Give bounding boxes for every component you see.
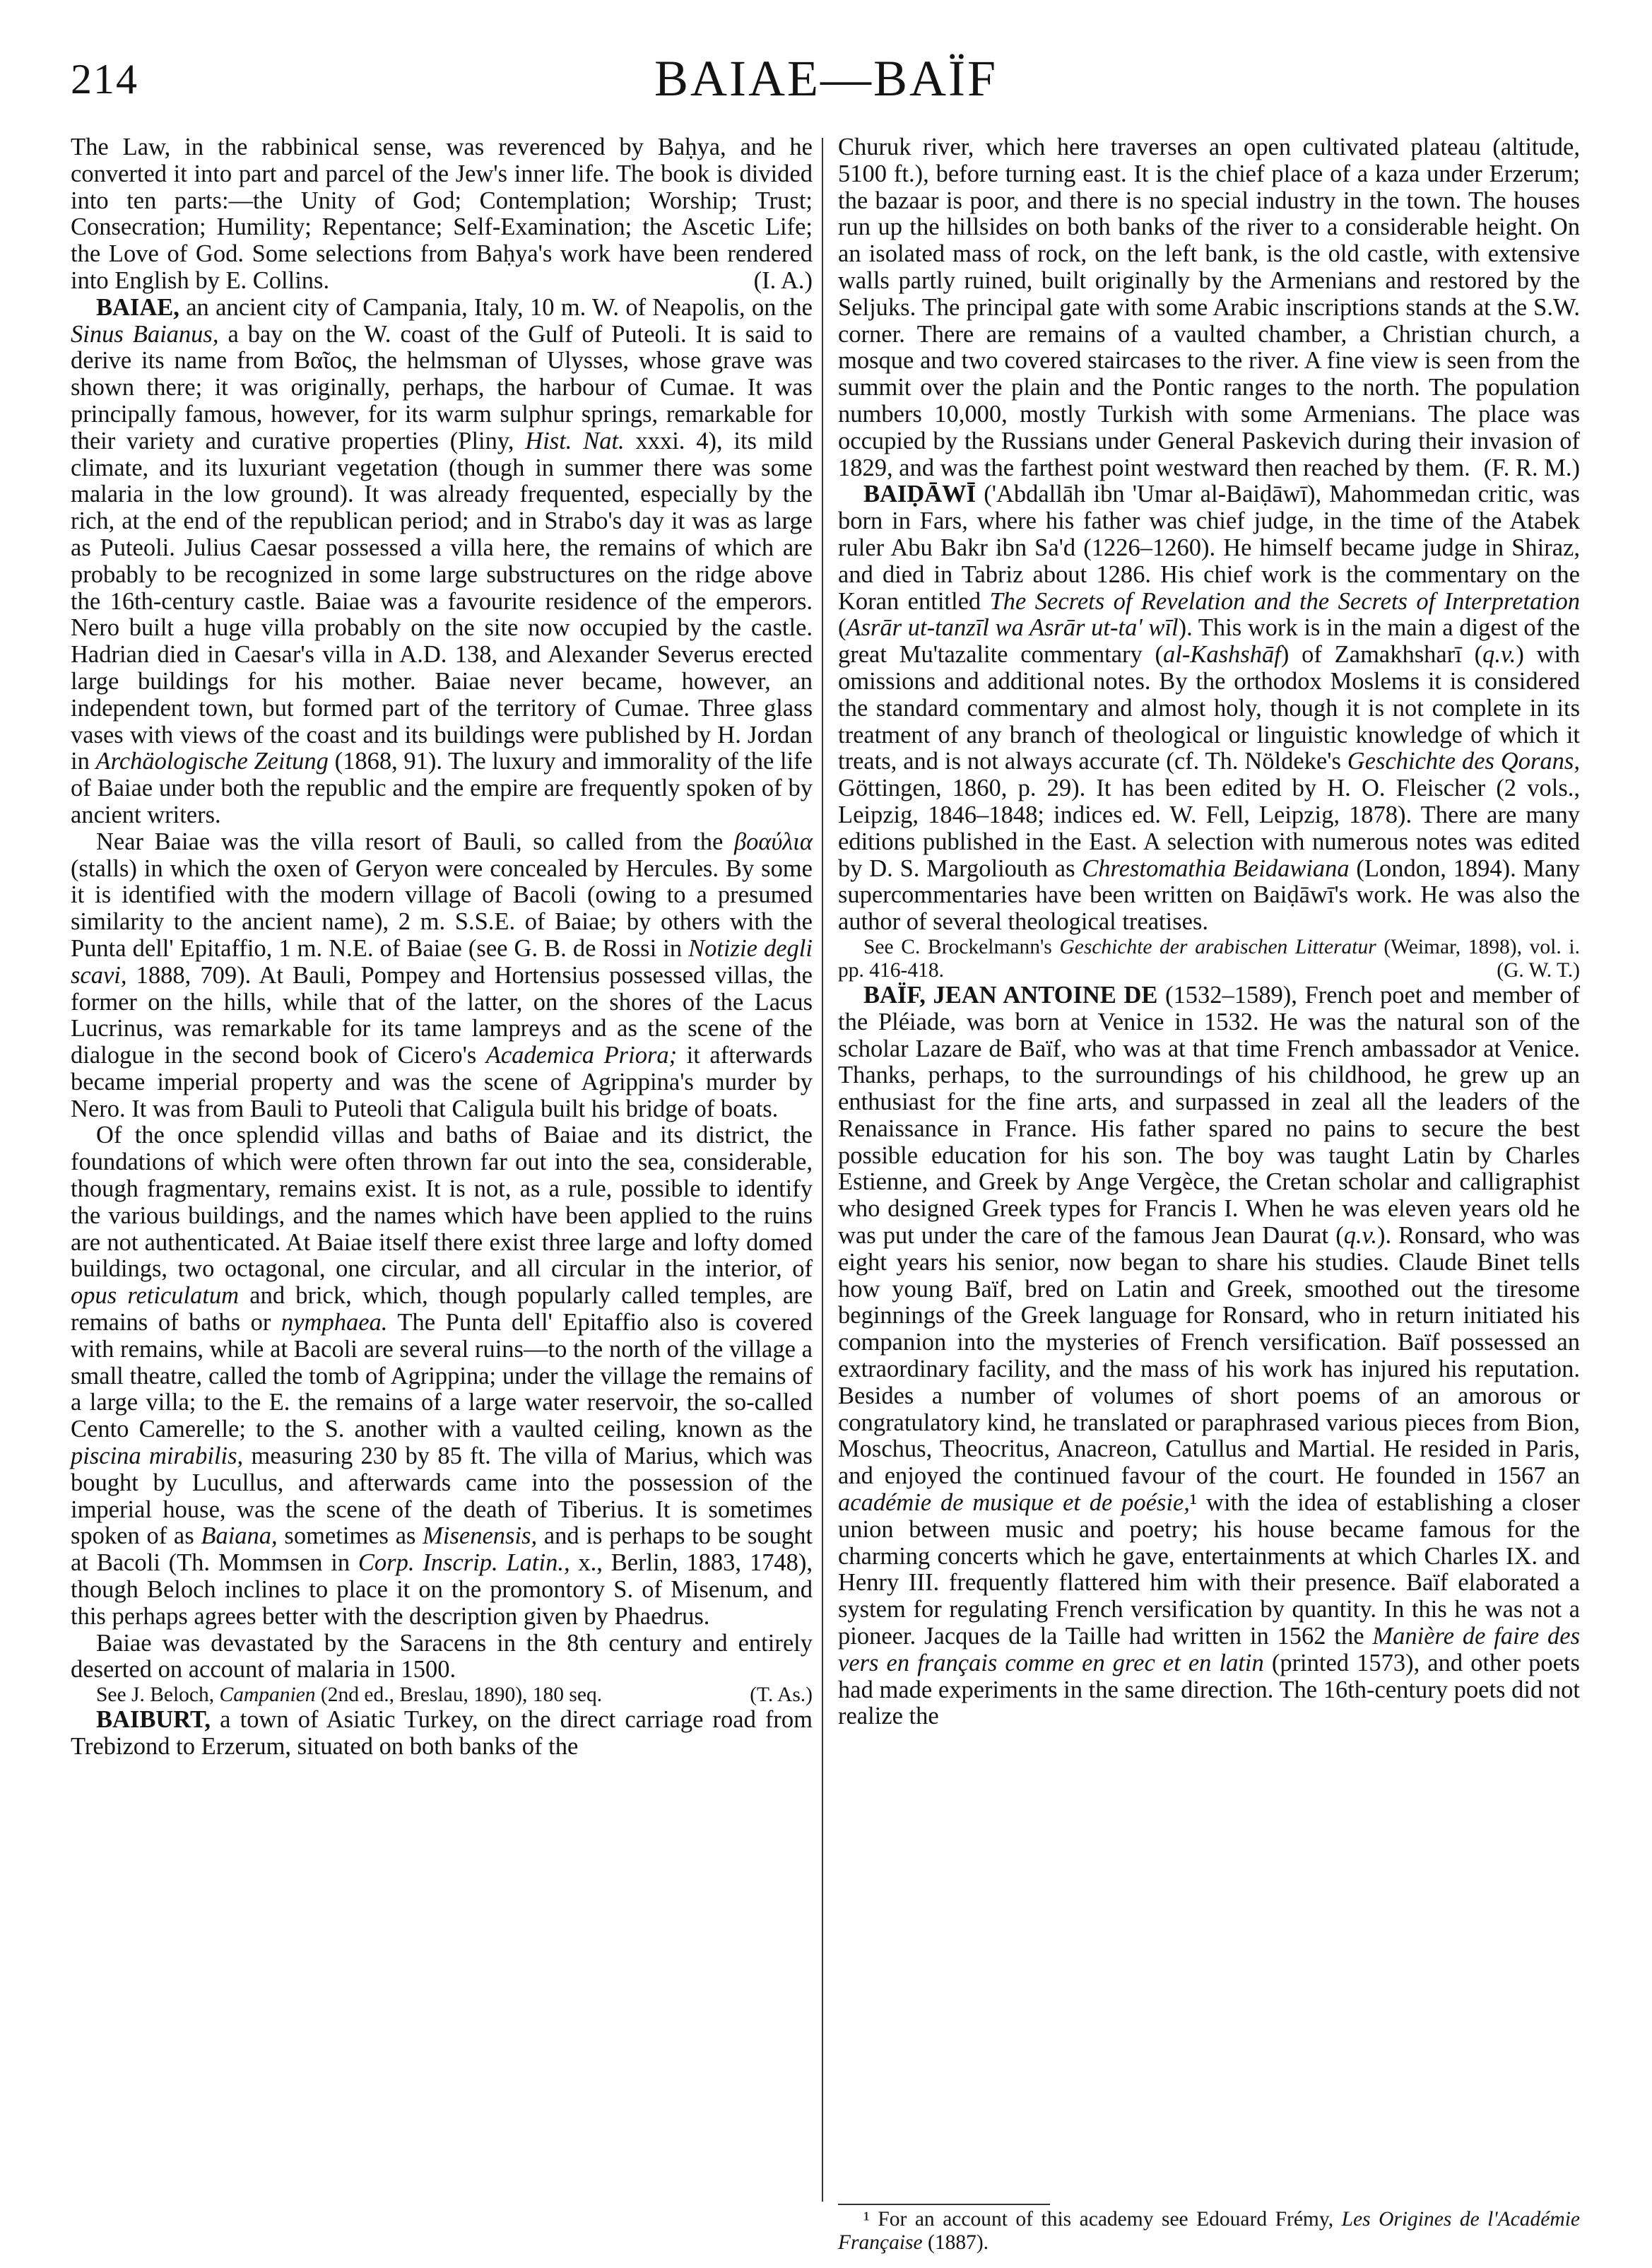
text-run: ). Ronsard, who was eight years his senior, now began to share his studies. Claude Binet tells how young Baïf, bred on Latin and Greek, smoothed out the tiresome beginnings of the Greek language for Ronsard, who in return initiated his companion into the mysteries of French versification. Baïf possessed an extraordinary facility, and the mass of his work has injured his reputation. Besides a number of volumes of short poems of an amorous or congratulatory kind, he translated or paraphrased various pieces from Bion, Moschus, Theocritus, Anacreon, Catullus and Martial. He resided in Paris, and enjoyed the continued favour of the court. He founded in 1567 an xyxy=(838,1222,1580,1490)
text-run: measuring 230 by 85 ft. The villa of Marius, which was bought by Lucullus, and afterwards came into the possession of the imperial house, was the scene of the death of Tiberius. It is sometimes spoken of as xyxy=(71,1443,813,1550)
text-run: sometimes as xyxy=(277,1522,423,1550)
italic-text: Asrār ut-tanzīl wa Asrār ut-ta' wīl xyxy=(846,614,1179,642)
author-signature: (F. R. M.) xyxy=(1483,454,1580,481)
text-run: an ancient city of Campania, Italy, 10 m. W. of Neapolis, on the xyxy=(179,293,813,321)
paragraph xyxy=(71,1707,813,1761)
italic-text: Corp. Inscrip. Latin., xyxy=(358,1549,570,1577)
text-run: ) of Zamakhsharī ( xyxy=(1280,641,1483,669)
text-run: Of the once splendid villas and baths of Baiae and its district, the foundations of which were often thrown far out into the sea, considerable, though fragmentary, remains exist. It is not, as a rule, possible to identify the various buildings, and the names which have been applied to the ruins are not authenticated. At Baiae itself there exist three large and lofty domed buildings, two octagonal, one circular, and all circular in the interior, of xyxy=(71,1122,813,1283)
text-run: Baiae was devastated by the Saracens in the 8th century and entirely deserted on account of malaria in 1500. xyxy=(71,1629,813,1684)
text-run: and is perhaps to be sought at Bacoli (Th. Mommsen in xyxy=(71,1522,813,1577)
text-run: a bay on the W. coast of the Gulf of Puteoli. It is said to derive its name from Βαῖος, the helmsman of Ulysses, whose grave was shown there; it was originally, perhaps, the harbour of Cumae. It was principally famous, however, for its warm sulphur springs, remarkable for their variety and curative properties (Pliny, xyxy=(71,320,813,454)
italic-text: Manière de faire des vers en français comme en grec et en latin xyxy=(838,1623,1580,1676)
text-run: Churuk river, which here traverses an open cultivated plateau (altitude, 5100 ft.), before turning east. It is the chief place of a kaza under Erzerum; the bazaar is poor, and there is no special industry in the town. The houses run up the hillsides on both banks of the river to a considerable height. On an isolated mass of rock, on the left bank, is the old castle, with extensive walls partly ruined, built originally by the Armenians and restored by the Seljuks. The principal gate with some Arabic inscriptions stands at the S.W. corner. There are remains of a vaulted chamber, a Christian church, a mosque and two covered staircases to the river. A fine view is seen from the summit over the plain and the Pontic ranges to the north. The population numbers 10,000, mostly Turkish with some Armenians. The place was occupied by the Russians under General Paskevich during their invasion of 1829, and was the farthest point westward then reached by them. xyxy=(838,134,1580,481)
italic-text: q.v. xyxy=(1343,1222,1377,1250)
text-run: 1888, 709). At Bauli, Pompey and Hortensius possessed villas, the former on the hills, while that of the latter, on the shores of the Lacus Lucrinus, was remarkable for its tame lampreys and as the scene of the dialogue in the second book of Cicero's xyxy=(71,961,813,1069)
headword: BAIBURT, xyxy=(96,1706,211,1734)
paragraph xyxy=(838,982,1580,1730)
italic-text: Hist. Nat. xyxy=(525,427,625,454)
author-signature: (T. As.) xyxy=(750,1684,813,1707)
headword: BAIḌĀWĪ xyxy=(863,481,977,508)
italic-text: opus reticulatum xyxy=(71,1282,240,1310)
paragraph xyxy=(838,481,1580,936)
text-run: ). This work is in the main a digest of the great Mu'tazalite commentary ( xyxy=(838,614,1580,669)
italic-text: Baiana, xyxy=(201,1522,278,1550)
text-run: (stalls) in which the oxen of Geryon were concealed by Hercules. By some it is identified with the modern village of Bacoli (owing to a presumed similarity to the ancient name), 2 m. S.S.E. of Baiae; by others with the Punta dell' Epitaffio, 1 m. N.E. of Baiae (see G. B. de Rossi in xyxy=(71,854,813,962)
left-column xyxy=(71,134,813,1761)
text-run: Near Baiae was the villa resort of Bauli, so called from the xyxy=(96,828,734,855)
italic-text: Chrestomathia Beidawiana xyxy=(1082,854,1350,882)
italic-text: académie de musique et de poésie, xyxy=(838,1489,1190,1517)
paragraph xyxy=(71,829,813,1123)
author-signature: (I. A.) xyxy=(753,266,813,294)
italic-text: piscina mirabilis, xyxy=(71,1443,244,1470)
italic-text: Les Origines de l'Académie Française xyxy=(838,2208,1580,2254)
text-run: (1532–1589), French poet and member of the Pléiade, was born at Venice in 1532. He was the natural son of the scholar Lazare de Baïf, who was at that time French ambassador at Venice. Thanks, perhaps, to the surroundings of his childhood, he grew up an enthusiast for the fine arts, and surpassed in zeal all the leaders of the Renaissance in France. His father spared no pains to secure the best possible education for his son. The boy was taught Latin by Charles Estienne, and Greek by Ange Vergèce, the Cretan scholar and calligraphist who designed Greek types for Francis I. When he was eleven years old he was put under the care of the famous Jean Daurat ( xyxy=(838,981,1580,1250)
right-column xyxy=(838,134,1580,1730)
footnote-rule xyxy=(838,2204,1050,2205)
paragraph xyxy=(71,1122,813,1630)
italic-text: Misenensis, xyxy=(423,1522,538,1550)
italic-text: Geschichte der arabischen Litteratur xyxy=(1059,935,1376,958)
running-head: BAIAE—BAÏF xyxy=(654,50,998,107)
italic-text: Archäologische Zeitung xyxy=(95,748,329,775)
headword: BAIAE, xyxy=(96,293,179,321)
paragraph xyxy=(71,1631,813,1684)
text-run: (London, 1894). Many supercommentaries have been written on Baiḍāwī's work. He was also the author of several theological treatises. xyxy=(838,854,1580,936)
italic-text: Geschichte des Qorans, xyxy=(1347,748,1580,775)
text-run: ('Abdallāh ibn 'Umar al-Baiḍāwī), Mahommedan critic, was born in Fars, where his father was chief judge, in the time of the Atabek ruler Abu Bakr ibn Sa'd (1226–1260). He himself became judge in Shiraz, and died in Tabriz about 1286. His chief work is the commentary on the Koran entitled xyxy=(838,481,1580,615)
paragraph xyxy=(838,936,1580,982)
paragraph xyxy=(71,134,813,295)
text-run: (2nd ed., Breslau, 1890), 180 seq. xyxy=(315,1684,603,1707)
text-run: ) with omissions and additional notes. By the orthodox Moslems it is considered the standard commentary and almost holy, though it is not complete in its treatment of any branch of theological or linguistic knowledge of which it treats, and is not always accurate (cf. Th. Nöldeke's xyxy=(838,641,1580,775)
text-run: ¹ For an account of this academy see Edouard Frémy, xyxy=(863,2208,1342,2231)
text-run: Göttingen, 1860, p. 29). It has been edited by H. O. Fleischer (2 vols., Leipzig, 1846–1848; indices ed. W. Fell, Leipzig, 1878). There are many editions published in the East. A selection with numerous notes was edited by D. S. Margoliouth as xyxy=(838,775,1580,882)
text-run: it afterwards became imperial property and was the scene of Agrippina's murder by Nero. It was from Bauli to Puteoli that Caligula built his bridge of boats. xyxy=(71,1042,813,1122)
page-number: 214 xyxy=(71,56,138,102)
italic-text: al-Kashshāf xyxy=(1163,641,1281,669)
text-run: a town of Asiatic Turkey, on the direct carriage road from Trebizond to Erzerum, situated on both banks of the xyxy=(71,1706,813,1761)
paragraph xyxy=(71,295,813,829)
headword: BAÏF, JEAN ANTOINE DE xyxy=(863,981,1158,1009)
paragraph xyxy=(71,1684,813,1707)
italic-text: Academica Priora; xyxy=(485,1042,678,1069)
italic-text: βοαύλια xyxy=(733,828,813,855)
footnote xyxy=(838,2208,1580,2255)
italic-text: The Secrets of Revelation and the Secrets of Interpretation xyxy=(989,587,1580,615)
italic-text: Notizie degli scavi, xyxy=(71,934,813,989)
text-run: (Weimar, 1898), vol. i. pp. 416-418. xyxy=(838,935,1580,982)
paragraph xyxy=(838,134,1580,481)
text-run: See J. Beloch, xyxy=(96,1684,220,1707)
text-run: (1887). xyxy=(922,2231,989,2254)
text-run: and brick, which, though popularly called temples, are remains of baths or xyxy=(71,1282,813,1336)
italic-text: Campanien xyxy=(219,1684,316,1707)
text-run: ( xyxy=(838,614,846,642)
italic-text: q.v. xyxy=(1482,641,1516,669)
italic-text: Sinus Baianus, xyxy=(71,320,219,348)
text-run: (printed 1573), and other poets had made experiments in the same direction. The 16th-century poets did not realize the xyxy=(838,1649,1580,1730)
text-run: See C. Brockelmann's xyxy=(863,935,1060,958)
text-run: (1868, 91). The luxury and immorality of the life of Baiae under both the republic and the empire are frequently spoken of by ancient writers. xyxy=(71,748,813,828)
text-run: ¹ with the idea of establishing a closer union between music and poetry; his house became famous for the charming concerts which he gave, entertainments at which Charles IX. and Henry III. frequently flattered him with their presence. Baïf elaborated a system for regulating French versification by quantity. In this he was not a pioneer. Jacques de la Taille had written in 1562 the xyxy=(838,1489,1580,1650)
column-divider xyxy=(822,138,823,2202)
text-run: xxxi. 4), its mild climate, and its luxuriant vegetation (though in summer there was some malaria in the low ground). It was already frequented, especially by the rich, at the end of the republican period; and in Strabo's day it was as large as Puteoli. Julius Caesar possessed a villa here, the remains of which are probably to be recognized in some large substructures on the ridge above the 16th-century castle. Baiae was a favourite residence of the emperors. Nero built a huge villa probably on the site now occupied by the castle. Hadrian died in Caesar's villa in A.D. 138, and Alexander Severus erected large buildings for his mother. Baiae never became, however, an independent town, but formed part of the territory of Cumae. Three glass vases with views of the coast and its buildings were published by H. Jordan in xyxy=(71,427,813,775)
author-signature: (G. W. T.) xyxy=(1497,958,1580,982)
text-run: The Law, in the rabbinical sense, was reverenced by Baḥya, and he converted it into part and parcel of the Jew's inner life. The book is divided into ten parts:—the Unity of God; Contemplation; Worship; Trust; Consecration; Humility; Repentance; Self-Examination; the Ascetic Life; the Love of God. Some selections from Baḥya's work have been rendered into English by E. Collins. xyxy=(71,134,813,294)
italic-text: nymphaea. xyxy=(281,1309,388,1336)
text-run: x., Berlin, 1883, 1748), though Beloch inclines to place it on the promontory S. of Misenum, and this perhaps agrees better with the description given by Phaedrus. xyxy=(71,1549,813,1630)
text-run: The Punta dell' Epitaffio also is covered with remains, while at Bacoli are several ruins—to the north of the village a small theatre, called the tomb of Agrippina; under the village the remains of a large villa; to the E. the remains of a large water reservoir, the so-called Cento Camerelle; to the S. another with a vaulted ceiling, known as the xyxy=(71,1309,813,1443)
